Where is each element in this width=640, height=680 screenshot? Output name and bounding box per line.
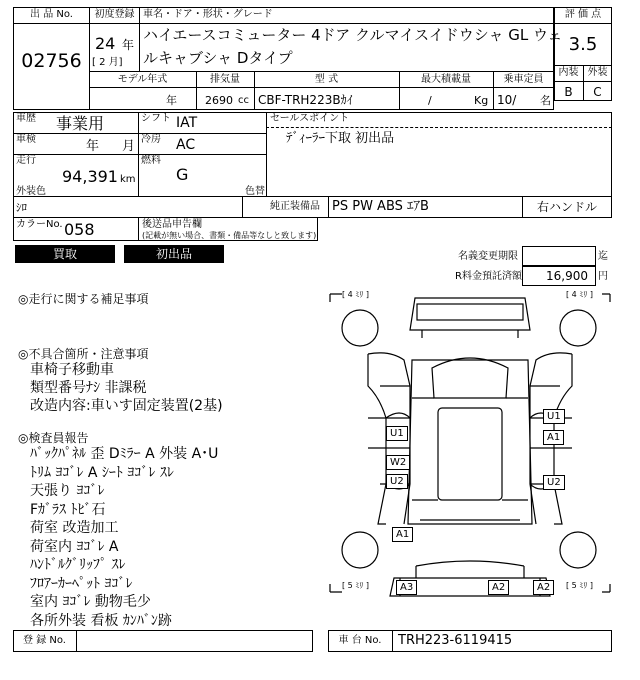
tire-rear-left: [ 5 ﾐﾘ ]: [342, 581, 369, 590]
tire-front-right: [ 4 ﾐﾘ ]: [566, 290, 593, 299]
mark-u1-right: U1: [543, 409, 565, 424]
inspection-label: 車検: [16, 134, 36, 145]
max-load-slash: /: [428, 94, 432, 107]
sales-point-value: ﾃﾞｨｰﾗｰ下取 初出品: [286, 131, 395, 146]
history-value: 事業用: [56, 114, 105, 133]
recycle-amount: 16,900: [546, 269, 588, 283]
model-year-unit: 年: [166, 94, 177, 107]
defect-item: 車椅子移動車: [30, 362, 114, 378]
running-notes-heading: ◎走行に関する補足事項: [18, 292, 149, 306]
car-name-line2: ルキャブシャ Dタイプ: [143, 49, 293, 67]
displacement-label: 排気量: [210, 74, 240, 85]
transfer-box: [522, 246, 596, 266]
model-code-value: CBF-TRH223Bｶｲ: [258, 93, 353, 107]
car-name-line1: ハイエースコミューター 4ドア クルマイスイドウシャ GL ウェ: [143, 26, 563, 44]
mark-w2: W2: [386, 455, 410, 470]
exterior-label: 外装: [587, 67, 608, 78]
transfer-unit: 迄: [598, 251, 608, 262]
tire-fr-shape: [560, 310, 596, 346]
recolor-label: 色替: [245, 186, 265, 197]
registration-label: 初度登録: [94, 9, 135, 20]
color-label: 外装色: [16, 186, 46, 197]
capacity-unit: 名: [540, 94, 551, 107]
capacity-label: 乗車定員: [503, 74, 544, 85]
inspection-year: 年: [86, 139, 100, 154]
inspector-item: ﾊﾞｯｸﾊﾟﾈﾙ 歪 Dﾐﾗｰ A 外装 A･U: [30, 446, 219, 462]
mark-a2-right: A2: [533, 580, 554, 595]
defects-heading: ◎不具合箇所・注意事項: [18, 347, 149, 361]
score-label: 評 価 点: [564, 9, 602, 20]
model-code-label: 型 式: [314, 74, 339, 85]
exterior-grade: C: [593, 85, 602, 99]
sales-point-label: セールスポイント: [270, 113, 350, 124]
chassis-no-value: TRH223-6119415: [398, 633, 513, 648]
inspector-item: ﾊﾝﾄﾞﾙｸﾞﾘｯﾌﾟ ｽﾚ: [30, 557, 126, 573]
model-year-label: モデル年式: [117, 74, 168, 85]
color-value: ｼﾛ: [16, 201, 27, 214]
steering-value: 右ハンドル: [536, 200, 597, 214]
max-load-label: 最大積載量: [421, 74, 471, 85]
mark-u1-left: U1: [386, 426, 408, 441]
defect-item: 類型番号ﾅｼ 非課税: [30, 380, 147, 396]
tire-rear-right: [ 5 ﾐﾘ ]: [566, 581, 593, 590]
mark-a1-right: A1: [543, 430, 564, 445]
displacement-value: 2690: [205, 94, 233, 107]
year-unit: 年: [122, 38, 135, 52]
car-name-label: 車名・ドア・形状・グレード: [143, 9, 273, 20]
inspector-item: ﾌﾛｱｰｶｰﾍﾟｯﾄ ﾖｺﾞﾚ: [30, 575, 133, 592]
tire-front-left: [ 4 ﾐﾘ ]: [342, 290, 369, 299]
inspector-item: 荷室 改造加工: [30, 520, 119, 536]
registration-no-label: 登 録 No.: [23, 635, 66, 646]
max-load-unit: Kg: [474, 94, 489, 107]
tag-buy: 買取: [15, 245, 115, 263]
inspector-item: 荷室内 ﾖｺﾞﾚ A: [30, 538, 119, 555]
inspector-heading: ◎検査員報告: [18, 431, 89, 445]
equipment-value: PS PW ABS ｴｱB: [332, 199, 429, 214]
score-value: 3.5: [568, 34, 598, 55]
color-no-label: カラーNo.: [16, 219, 63, 230]
defect-item: 改造内容:車いす固定装置(2基): [30, 398, 223, 414]
registration-month: [ 2 月]: [92, 57, 123, 68]
mileage-value: 94,391: [62, 167, 118, 186]
history-label: 車歴: [16, 113, 36, 124]
tire-fl-shape: [342, 310, 378, 346]
mark-u2-left: U2: [386, 474, 408, 489]
inspector-item: Fｶﾞﾗｽ ﾄﾋﾞ石: [30, 501, 106, 518]
mark-a3: A3: [396, 580, 417, 595]
recycle-unit: 円: [598, 271, 608, 282]
inspection-month: 月: [122, 139, 136, 154]
interior-grade: B: [564, 85, 573, 99]
mark-u2-right: U2: [543, 475, 565, 490]
displacement-unit: cc: [238, 95, 249, 106]
fuel-value: G: [176, 165, 189, 184]
mark-a2-mid: A2: [488, 580, 509, 595]
lot-label: 出 品 No.: [30, 9, 73, 20]
registration-year: 24: [95, 34, 116, 53]
inspector-item: ﾄﾘﾑ ﾖｺﾞﾚ A ｼｰﾄ ﾖｺﾞﾚ ｽﾚ: [30, 464, 174, 481]
aftermarket-note: (記載が無い場合、書類・備品等なしと致します): [142, 231, 317, 240]
interior-label: 内装: [558, 67, 579, 78]
equipment-label: 純正装備品: [270, 201, 320, 212]
recycle-label: R料金預託済額: [455, 271, 522, 282]
mileage-label: 走行: [16, 155, 36, 166]
tag-first-listing: 初出品: [124, 245, 224, 263]
lot-number: 02756: [21, 50, 82, 72]
shift-label: シフト: [141, 113, 171, 124]
mark-a1-left: A1: [392, 527, 413, 542]
front-view: [410, 298, 530, 330]
ac-value: AC: [176, 137, 196, 153]
transfer-label: 名義変更期限: [458, 251, 518, 262]
fuel-label: 燃料: [141, 155, 161, 166]
tire-rr-shape: [560, 532, 596, 568]
color-no-value: 058: [64, 220, 95, 239]
ac-label: 冷房: [141, 134, 161, 145]
shift-value: IAT: [176, 115, 198, 131]
inspector-item: 各所外装 看板 ｶﾝﾊﾞﾝ跡: [30, 612, 172, 629]
aftermarket-label: 後送品申告欄: [142, 219, 202, 230]
inspector-item: 天張り ﾖｺﾞﾚ: [30, 483, 105, 499]
mileage-unit: km: [120, 174, 136, 185]
capacity-value: 10/: [497, 93, 517, 107]
vehicle-damage-diagram: [320, 288, 620, 608]
chassis-no-label: 車 台 No.: [338, 635, 382, 646]
inspector-item: 室内 ﾖｺﾞﾚ 動物毛少: [30, 594, 151, 610]
left-side-view: [368, 354, 386, 524]
tire-rl-shape: [342, 532, 378, 568]
